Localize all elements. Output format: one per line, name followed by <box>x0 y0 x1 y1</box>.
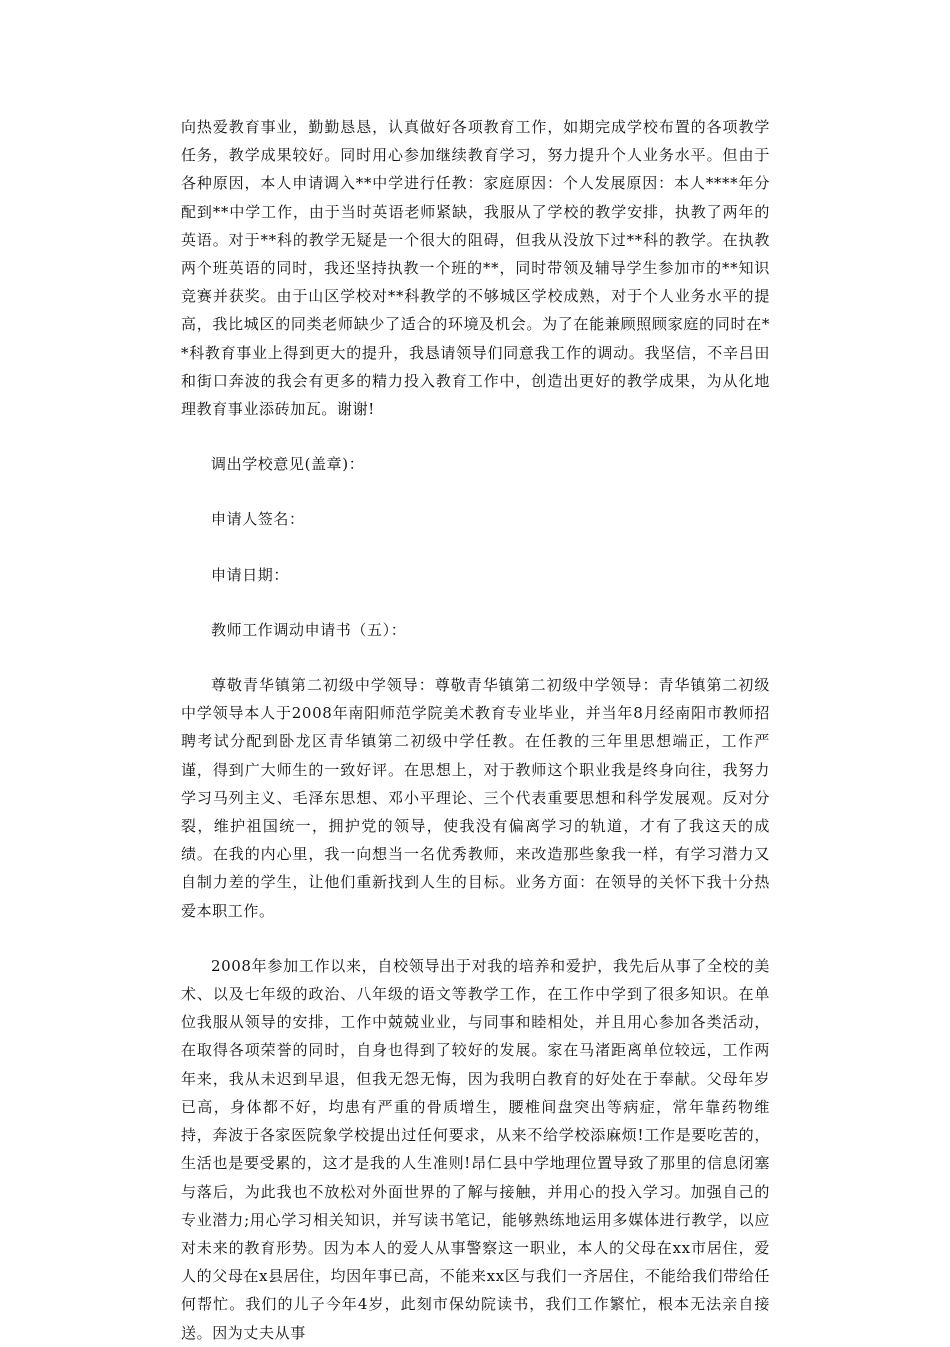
section-heading: 教师工作调动申请书（五）： <box>211 620 407 639</box>
school-opinion-line: 调出学校意见(盖章)： <box>211 455 365 474</box>
paragraph-greeting-intro: 尊敬青华镇第二初级中学领导：尊敬青华镇第二初级中学领导：青华镇第二初级中学领导本人于2008年南阳师范学院美术教育专业毕业，并当年8月经南阳市教师招聘考试分配到卧龙区青华镇第二初级中学任教。在任教的三年里思想端正，工作严谨，得到广大师生的一致好评。在思想上，对于教师这个职业我是终身向往，我努力学习马列主义、毛泽东思想、邓小平理论、三个代表重要思想和科学发展观。反对分裂，维护祖国统一，拥护党的领导，使我没有偏离学习的轨道，才有了我这天的成绩。在我的内心里，我一向想当一名优秀教师，来改造那些象我一样，有学习潜力又自制力差的学生，让他们重新找到人生的目标。业务方面：在领导的关怀下我十分热爱本职工作。 <box>181 676 770 920</box>
application-date-line: 申请日期： <box>211 565 290 584</box>
paragraph-work-history: 2008年参加工作以来，自校领导出于对我的培养和爱护，我先后从事了全校的美术、以及七年级的政治、八年级的语文等教学工作，在工作中学到了很多知识。在单位我服从领导的安排，工作中兢兢业业，与同事和睦相处，并且用心参加各类活动，在取得各项荣誉的同时，自身也得到了较好的发展。家在马渚距离单位较远，工作两年来，我从未迟到早退，但我无怨无悔，因为我明白教育的好处在于奉献。父母年岁已高，身体都不好，均患有严重的骨质增生，腰椎间盘突出等病症，常年靠药物维持，奔波于各家医院象学校提出过任何要求，从来不给学校添麻烦!工作是要吃苦的，生活也是要受累的，这才是我的人生准则!昂仁县中学地理位置导致了那里的信息闭塞与落后，为此我也不放松对外面世界的了解与接触，并用心的投入学习。加强自己的专业潜力;用心学习相关知识，并写读书笔记，能够熟练地运用多媒体进行教学，以应对未来的教育形势。因为本人的爱人从事警察这一职业，本人的父母在xx市居住，爱人的父母在x县居住，均因年事已高，不能来xx区与我们一齐居住，不能给我们带给任何帮忙。我们的儿子今年4岁，此刻市保幼院读书，我们工作繁忙，根本无法亲自接送。因为丈夫从事 <box>181 956 770 1342</box>
document-body <box>181 113 770 1347</box>
applicant-signature-line: 申请人签名： <box>211 510 305 529</box>
paragraph-transfer-reasons: 向热爱教育事业，勤勤恳恳，认真做好各项教育工作，如期完成学校布置的各项教学任务，教学成果较好。同时用心参加继续教育学习，努力提升个人业务水平。但由于各种原因，本人申请调入**中学进行任教：家庭原因：个人发展原因：本人****年分配到**中学工作，由于当时英语老师紧缺，我服从了学校的教学安排，执教了两年的英语。对于**科的教学无疑是一个很大的阻碍，但我从没放下过**科的教学。在执教两个班英语的同时，我还坚持执教一个班的**，同时带领及辅导学生参加市的**知识竞赛并获奖。由于山区学校对**科教学的不够城区学校成熟，对于个人业务水平的提高，我比城区的同类老师缺少了适合的环境及机会。为了在能兼顾照顾家庭的同时在**科教育事业上得到更大的提升，我恳请领导们同意我工作的调动。我坚信，不辛吕田和街口奔波的我会有更多的精力投入教育工作中，创造出更好的教学成果，为从化地理教育事业添砖加瓦。谢谢! <box>181 118 770 419</box>
